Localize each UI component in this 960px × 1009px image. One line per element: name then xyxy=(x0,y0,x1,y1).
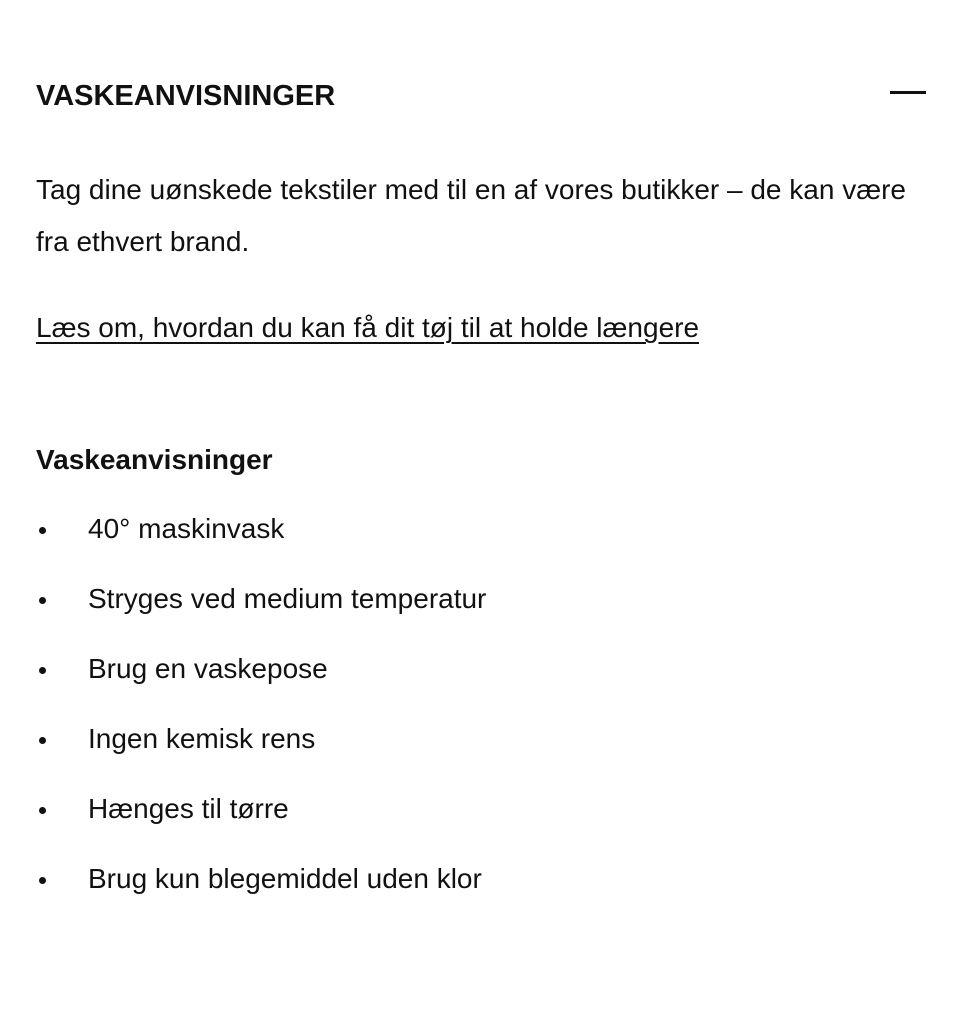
list-item xyxy=(36,645,486,715)
care-item-label: Ingen kemisk rens xyxy=(88,723,316,754)
bullet-icon xyxy=(39,737,46,744)
bullet-icon xyxy=(39,527,46,534)
care-item-label: Stryges ved medium temperatur xyxy=(88,583,487,614)
list-item xyxy=(36,505,486,575)
care-item-label: Brug en vaskepose xyxy=(88,653,328,684)
list-item xyxy=(36,785,486,855)
list-item xyxy=(36,575,486,645)
care-instructions-list xyxy=(36,505,486,925)
accordion-header-care-instructions[interactable] xyxy=(36,74,926,118)
bullet-icon xyxy=(39,877,46,884)
bullet-icon xyxy=(39,807,46,814)
garment-care-link[interactable]: Læs om, hvordan du kan få dit tøj til at holde længere xyxy=(36,312,700,343)
care-item-label: Brug kun blegemiddel uden klor xyxy=(88,863,482,894)
care-item-label: Hænges til tørre xyxy=(88,793,289,824)
care-instructions-heading: Vaskeanvisninger xyxy=(36,444,273,475)
bullet-icon xyxy=(39,667,46,674)
minus-icon[interactable] xyxy=(890,91,926,94)
list-item xyxy=(36,855,486,925)
list-item xyxy=(36,715,486,785)
care-item-label: 40° maskinvask xyxy=(88,513,285,544)
bullet-icon xyxy=(39,597,46,604)
accordion-title: VASKEANVISNINGER xyxy=(36,79,336,112)
recycling-intro-text: Tag dine uønskede tekstiler med til en af vores butikker – de kan være fra ethvert brand. xyxy=(36,174,906,257)
